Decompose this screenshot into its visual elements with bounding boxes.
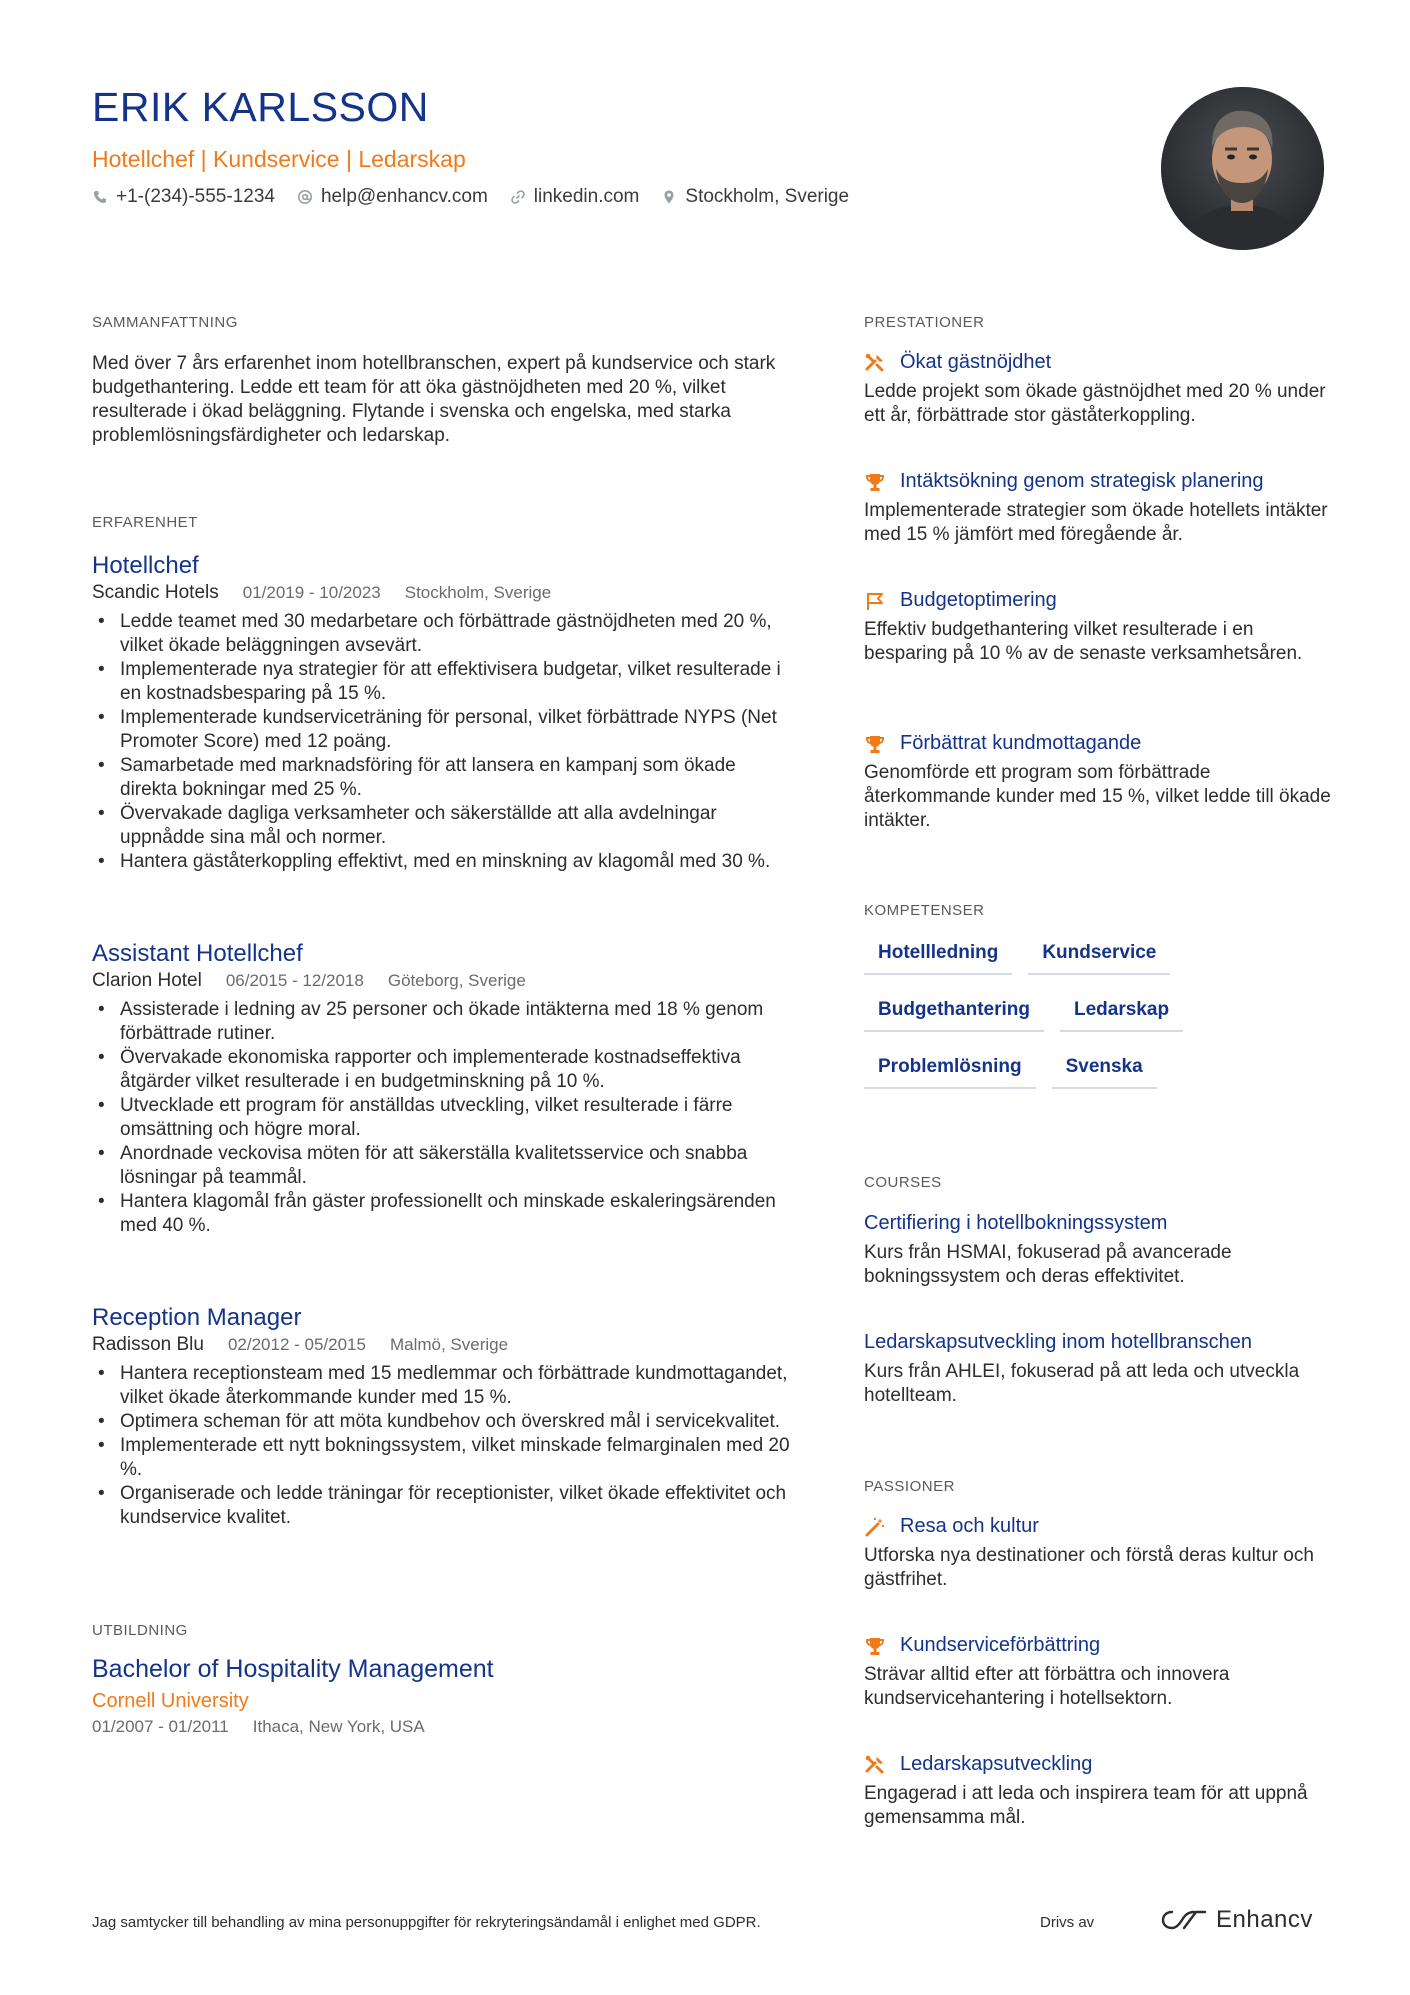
job-date: 06/2015 - 12/2018	[225, 971, 364, 990]
flag-icon	[864, 590, 886, 612]
profile-photo	[1161, 87, 1324, 250]
passion-title: Kundserviceförbättring	[900, 1634, 1101, 1656]
skills-heading: KOMPETENSER	[864, 902, 985, 919]
tools-icon	[864, 352, 886, 374]
course-item	[864, 1212, 1334, 1289]
enhancv-logo-icon	[1160, 1908, 1208, 1932]
contact-location	[661, 186, 849, 208]
location-pin-icon	[661, 189, 677, 205]
course-desc: Kurs från AHLEI, fokuserad på att leda och utveckla hotellteam.	[864, 1361, 1300, 1406]
achievements-heading: PRESTATIONER	[864, 314, 985, 331]
location-text: Stockholm, Sverige	[685, 186, 850, 207]
enhancv-wordmark: Enhancv	[1216, 1906, 1313, 1933]
education-heading: UTBILDNING	[92, 1622, 188, 1639]
education-entry	[92, 1655, 494, 1737]
job-company: Scandic Hotels	[92, 582, 219, 603]
job-title: Hotellchef	[92, 552, 199, 579]
phone-icon	[92, 189, 108, 205]
skill-tag: Svenska	[1052, 1052, 1157, 1089]
achievement-desc: Effektiv budgethantering vilket resulterade i en besparing på 10 % av de senaste verksamhetsåren.	[864, 619, 1303, 664]
contact-linkedin	[510, 186, 640, 208]
course-item	[864, 1331, 1334, 1408]
job-entry	[92, 940, 792, 1238]
summary-heading: SAMMANFATTNING	[92, 314, 238, 331]
passion-item	[864, 1753, 1334, 1830]
enhancv-logo[interactable]	[1160, 1906, 1313, 1934]
skills-list	[864, 938, 1334, 1109]
skill-tag: Problemlösning	[864, 1052, 1036, 1089]
skill-tag: Ledarskap	[1060, 995, 1183, 1032]
bullet-item: • Ledde teamet med 30 medarbetare och förbättrade gästnöjdheten med 20 %, vilket ökade beläggningen avsevärt.	[92, 610, 792, 658]
gdpr-consent: Jag samtycker till behandling av mina personuppgifter för rekryteringsändamål i enlighet med GDPR.	[92, 1914, 761, 1931]
trophy-icon	[864, 471, 886, 493]
job-date: 01/2019 - 10/2023	[242, 583, 381, 602]
passion-desc: Engagerad i att leda och inspirera team för att uppnå gemensamma mål.	[864, 1783, 1308, 1828]
courses-heading: COURSES	[864, 1174, 942, 1191]
course-title: Certifiering i hotellbokningssystem	[864, 1212, 1168, 1234]
bullet-item: • Optimera scheman för att möta kundbehov och överskred mål i servicekvalitet.	[92, 1410, 792, 1434]
skill-tag: Kundservice	[1028, 938, 1170, 975]
job-bullets	[92, 998, 792, 1238]
bullet-item: • Övervakade ekonomiska rapporter och implementerade kostnadseffektiva åtgärder vilket resulterade i en budgetminskning på 10 %.	[92, 1046, 792, 1094]
job-location: Malmö, Sverige	[389, 1335, 509, 1354]
job-bullets	[92, 1362, 792, 1530]
course-desc: Kurs från HSMAI, fokuserad på avancerade bokningssystem och deras effektivitet.	[864, 1242, 1232, 1287]
tools-icon	[864, 1754, 886, 1776]
linkedin-text[interactable]: linkedin.com	[533, 186, 640, 207]
job-entry	[92, 552, 792, 874]
bullet-item: • Anordnade veckovisa möten för att säkerställa kvalitetsservice och snabba lösningar på teammål.	[92, 1142, 792, 1190]
passion-desc: Strävar alltid efter att förbättra och innovera kundservicehantering i hotellsektorn.	[864, 1664, 1230, 1709]
job-entry	[92, 1304, 792, 1530]
passion-item	[864, 1515, 1334, 1592]
job-location: Stockholm, Sverige	[404, 583, 552, 602]
trophy-icon	[864, 733, 886, 755]
education-date: 01/2007 - 01/2011	[92, 1717, 229, 1736]
job-location: Göteborg, Sverige	[387, 971, 526, 990]
achievement-item	[864, 589, 1334, 666]
bullet-item: • Implementerade ett nytt bokningssystem, vilket minskade felmarginalen med 20 %.	[92, 1434, 792, 1482]
job-bullets	[92, 610, 792, 874]
achievement-item	[864, 470, 1334, 547]
achievement-item	[864, 351, 1334, 428]
education-degree: Bachelor of Hospitality Management	[92, 1655, 494, 1683]
passions-heading: PASSIONER	[864, 1478, 955, 1495]
bullet-item: • Hantera gäståterkoppling effektivt, med en minskning av klagomål med 30 %.	[92, 850, 792, 874]
email-text[interactable]: help@enhancv.com	[320, 186, 488, 207]
trophy-icon	[864, 1635, 886, 1657]
education-school: Cornell University	[92, 1690, 249, 1712]
bullet-item: • Implementerade kundserviceträning för personal, vilket förbättrade NYPS (Net Promoter Score) med 12 poäng.	[92, 706, 792, 754]
achievement-title: Förbättrat kundmottagande	[900, 732, 1142, 754]
experience-heading: ERFARENHET	[92, 514, 198, 531]
bullet-item: • Hantera klagomål från gäster professionellt och minskade eskaleringsärenden med 40 %.	[92, 1190, 792, 1238]
passion-title: Ledarskapsutveckling	[900, 1753, 1093, 1775]
bullet-item: • Assisterade i ledning av 25 personer och ökade intäkterna med 18 % genom förbättrade rutiner.	[92, 998, 792, 1046]
at-icon	[297, 189, 313, 205]
magic-wand-icon	[864, 1516, 886, 1538]
job-meta	[92, 582, 792, 604]
summary-text: Med över 7 års erfarenhet inom hotellbranschen, expert på kundservice och stark budgethantering. Ledde ett team för att öka gästnöjdheten med 20 %, vilket resulterade i ökad beläggning. Flytande i svenska och engelska, med starka problemlösningsfärdigheter och ledarskap.	[92, 353, 776, 446]
skill-tag: Hotellledning	[864, 938, 1012, 975]
achievement-title: Ökat gästnöjdhet	[900, 351, 1052, 373]
education-meta	[92, 1717, 494, 1737]
achievement-title: Budgetoptimering	[900, 589, 1057, 611]
powered-by-label: Drivs av	[1040, 1914, 1095, 1931]
contact-bar	[92, 186, 871, 208]
passion-item	[864, 1634, 1334, 1711]
bullet-item: • Hantera receptionsteam med 15 medlemmar och förbättrade kundmottagandet, vilket ökade återkommande kunder med 15 %.	[92, 1362, 792, 1410]
job-company: Radisson Blu	[92, 1334, 204, 1355]
link-icon	[510, 189, 526, 205]
education-location: Ithaca, New York, USA	[252, 1717, 425, 1736]
bullet-item: • Samarbetade med marknadsföring för att lansera en kampanj som ökade direkta bokningar med 25 %.	[92, 754, 792, 802]
course-title: Ledarskapsutveckling inom hotellbranschen	[864, 1331, 1253, 1353]
bullet-item: • Övervakade dagliga verksamheter och säkerställde att alla avdelningar uppnådde sina mål och normer.	[92, 802, 792, 850]
job-title: Reception Manager	[92, 1304, 302, 1331]
passion-desc: Utforska nya destinationer och förstå deras kultur och gästfrihet.	[864, 1545, 1314, 1590]
achievement-title: Intäktsökning genom strategisk planering	[900, 470, 1264, 492]
bullet-item: • Organiserade och ledde träningar för receptionister, vilket ökade effektivitet och kundservice kvalitet.	[92, 1482, 792, 1530]
job-title: Assistant Hotellchef	[92, 940, 303, 967]
achievement-desc: Ledde projekt som ökade gästnöjdhet med 20 % under ett år, förbättrade stor gäståterkoppling.	[864, 381, 1326, 426]
candidate-name: ERIK KARLSSON	[92, 84, 429, 130]
achievement-item	[864, 732, 1334, 833]
job-company: Clarion Hotel	[92, 970, 202, 991]
achievement-desc: Implementerade strategier som ökade hotellets intäkter med 15 % jämfört med föregående år.	[864, 500, 1328, 545]
phone-text[interactable]: +1-(234)-555-1234	[116, 186, 275, 207]
bullet-item: • Implementerade nya strategier för att effektivisera budgetar, vilket resulterade i en kostnadsbesparing på 15 %.	[92, 658, 792, 706]
contact-email	[297, 186, 488, 208]
job-meta	[92, 1334, 792, 1356]
contact-phone	[92, 186, 275, 208]
achievement-desc: Genomförde ett program som förbättrade återkommande kunder med 15 %, vilket ledde till ökade intäkter.	[864, 762, 1331, 831]
job-date: 02/2012 - 05/2015	[227, 1335, 366, 1354]
passion-title: Resa och kultur	[900, 1515, 1039, 1537]
skill-tag: Budgethantering	[864, 995, 1044, 1032]
job-meta	[92, 970, 792, 992]
candidate-subtitle: Hotellchef | Kundservice | Ledarskap	[92, 146, 466, 172]
bullet-item: • Utvecklade ett program för anställdas utveckling, vilket resulterade i färre omsättning och högre moral.	[92, 1094, 792, 1142]
